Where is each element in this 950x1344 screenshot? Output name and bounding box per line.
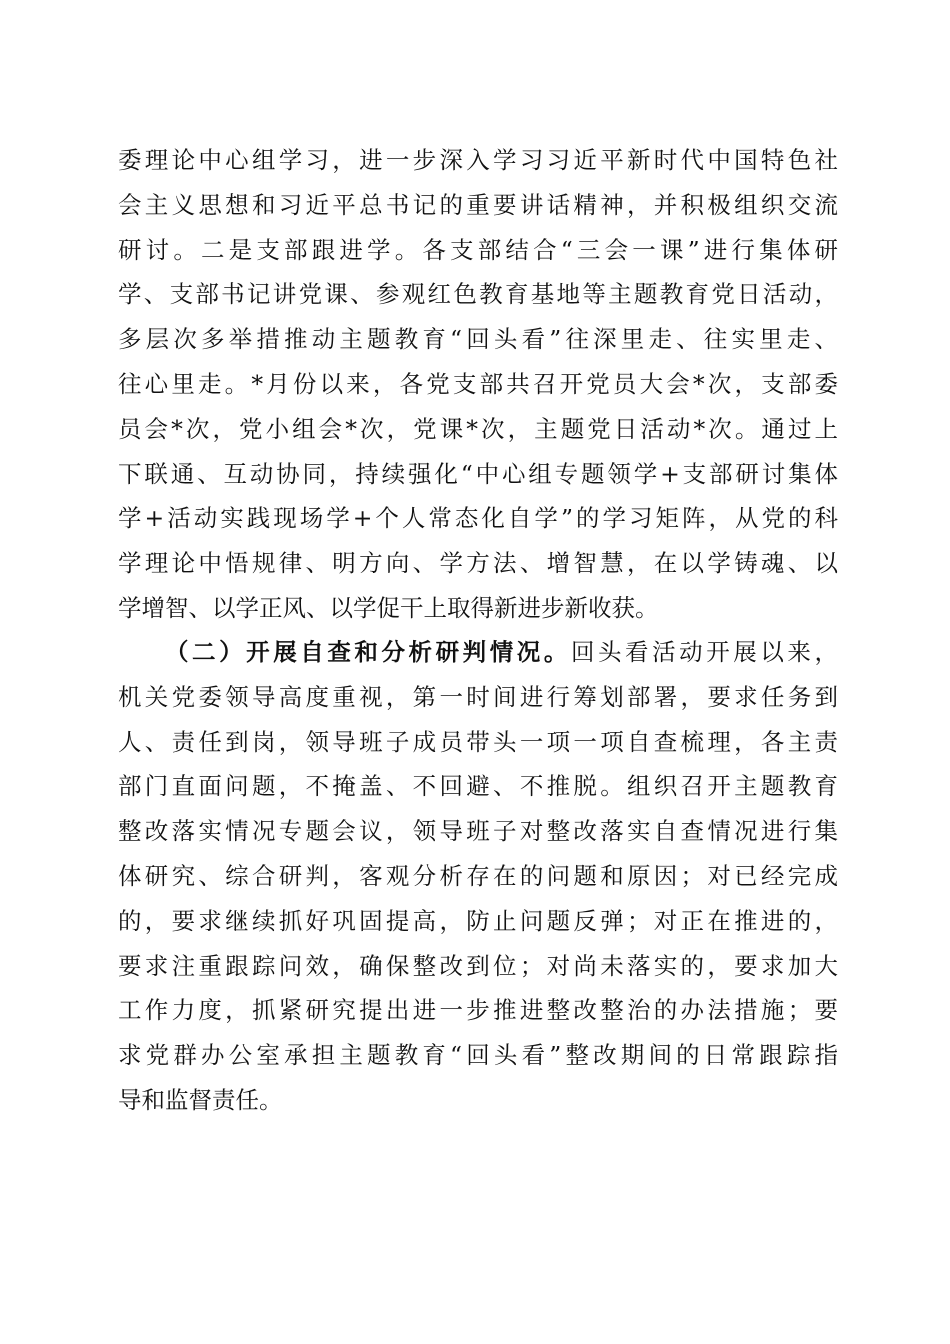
text-line: 研讨。二是支部跟进学。各支部结合“三会一课”进行集体研: [118, 235, 838, 264]
section-first-line: [118, 630, 838, 675]
text-line: 下联通、互动协同，持续强化“中心组专题领学+支部研讨集体: [118, 459, 838, 488]
text-line: 的，要求继续抓好巩固提高，防止问题反弹；对正在推进的，: [118, 906, 838, 935]
text-line: 部门直面问题，不掩盖、不回避、不推脱。组织召开主题教育: [118, 772, 838, 801]
section-first-line-text: 回头看活动开展以来，: [570, 638, 838, 666]
text-line: 整改落实情况专题会议，领导班子对整改落实自查情况进行集: [118, 817, 838, 846]
text-line: 学+活动实践现场学+个人常态化自学”的学习矩阵，从党的科: [118, 504, 838, 533]
text-line: 机关党委领导高度重视，第一时间进行筹划部署，要求任务到: [118, 682, 838, 711]
paragraph-self-check: [118, 630, 838, 1123]
text-line: 往心里走。*月份以来，各党支部共召开党员大会*次，支部委: [118, 369, 838, 398]
text-line: 体研究、综合研判，客观分析存在的问题和原因；对已经完成: [118, 861, 838, 890]
text-line: 员会*次，党小组会*次，党课*次，主题党日活动*次。通过上: [118, 414, 838, 443]
text-line: 多层次多举措推动主题教育“回头看”往深里走、往实里走、: [118, 325, 838, 354]
text-line: 委理论中心组学习，进一步深入学习习近平新时代中国特色社: [118, 146, 838, 174]
text-line: 工作力度，抓紧研究提出进一步推进整改整治的办法措施；要: [118, 996, 838, 1025]
text-line: 求党群办公室承担主题教育“回头看”整改期间的日常跟踪指: [118, 1041, 838, 1070]
text-line: 人、责任到岗，领导班子成员带头一项一项自查梳理，各主责: [118, 727, 838, 756]
text-line: 学增智、以学正风、以学促干上取得新进步新收获。: [118, 593, 659, 622]
text-line: 导和监督责任。: [118, 1085, 283, 1114]
text-line: 要求注重跟踪问效，确保整改到位；对尚未落实的，要求加大: [118, 951, 838, 980]
text-line: 学理论中悟规律、明方向、学方法、增智慧，在以学铸魂、以: [118, 549, 838, 578]
section-heading: （二）开展自查和分析研判情况。: [165, 638, 571, 666]
paragraph-study: [118, 138, 838, 631]
text-line: 学、支部书记讲党课、参观红色教育基地等主题教育党日活动，: [118, 280, 838, 309]
text-line: 会主义思想和习近平总书记的重要讲话精神，并积极组织交流: [118, 190, 838, 219]
